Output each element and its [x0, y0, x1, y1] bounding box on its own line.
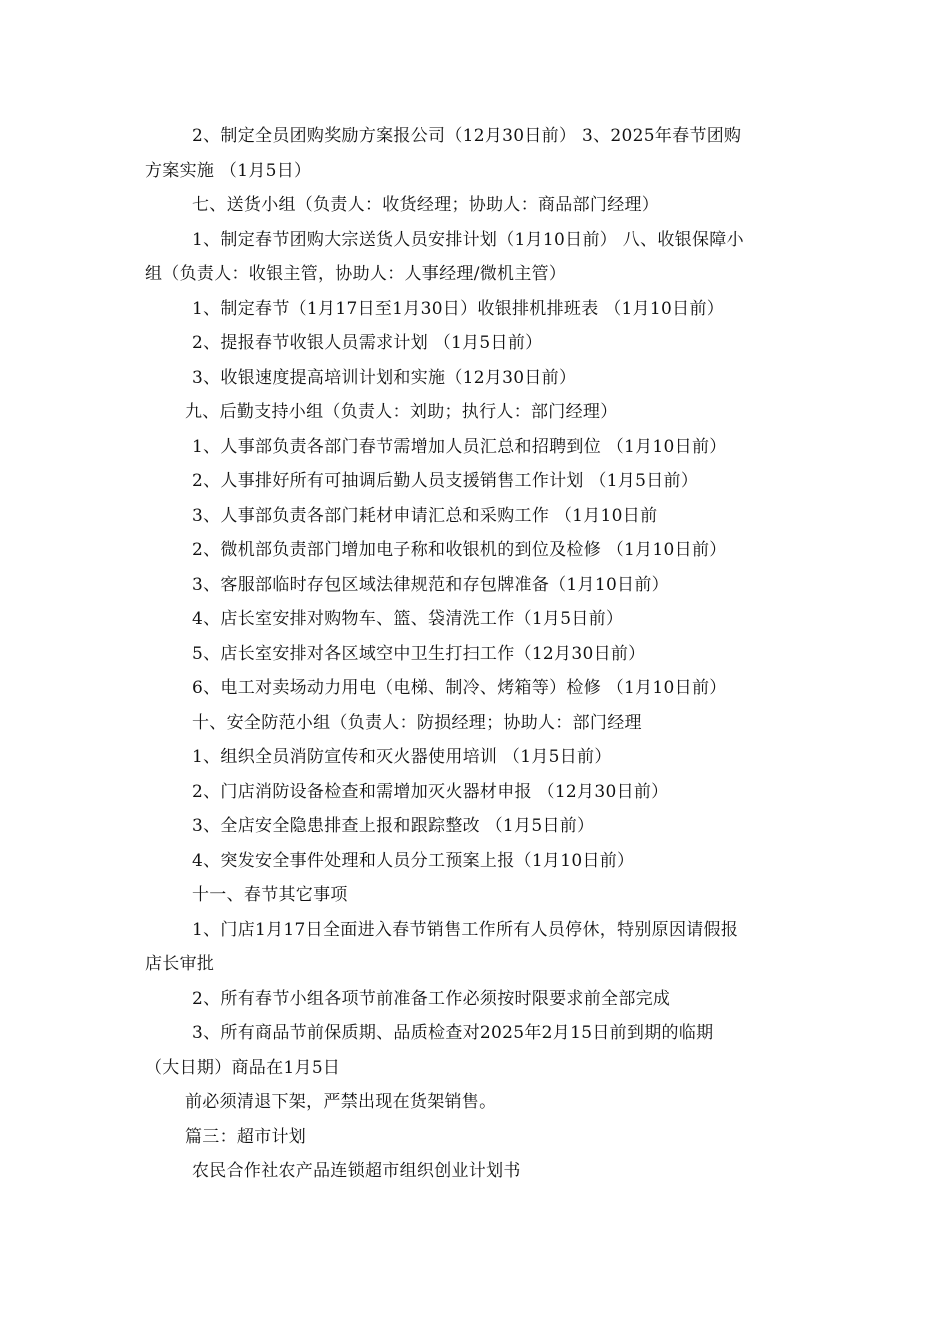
text-line: 方案实施 （1月5日） [145, 160, 312, 181]
section-heading: 十一、春节其它事项 [192, 885, 348, 905]
text-line: 前必须清退下架，严禁出现在货架销售。 [185, 1092, 497, 1112]
text-line: 店长审批 [145, 954, 215, 974]
text-line: 2、制定全员团购奖励方案报公司（12月30日前） 3、2025年春节团购 [192, 126, 742, 146]
text-line: 4、突发安全事件处理和人员分工预案上报（1月10日前） [192, 850, 635, 871]
text-line: 3、全店安全隐患排查上报和跟踪整改 （1月5日前） [192, 816, 595, 836]
text-line: 5、店长室安排对各区域空中卫生打扫工作（12月30日前） [192, 643, 646, 664]
text-line: （大日期）商品在1月5日 [145, 1057, 341, 1078]
text-line: 2、人事排好所有可抽调后勤人员支援销售工作计划 （1月5日前） [192, 471, 699, 491]
text-line: 2、提报春节收银人员需求计划 （1月5日前） [192, 333, 543, 353]
document-body [145, 119, 815, 1189]
text-line: 6、电工对卖场动力用电（电梯、制冷、烤箱等）检修 （1月10日前） [192, 678, 727, 698]
section-heading: 十、安全防范小组（负责人：防损经理；协助人：部门经理 [192, 712, 642, 733]
text-line: 3、人事部负责各部门耗材申请汇总和采购工作 （1月10日前 [192, 505, 658, 526]
text-line: 3、收银速度提高培训计划和实施（12月30日前） [192, 367, 577, 388]
text-line: 1、制定春节团购大宗送货人员安排计划（1月10日前） 八、收银保障小 [192, 229, 744, 250]
text-line: 3、所有商品节前保质期、品质检查对2025年2月15日前到期的临期 [192, 1023, 714, 1043]
section-heading: 九、后勤支持小组（负责人：刘助；执行人：部门经理） [185, 402, 618, 422]
section-heading: 七、送货小组（负责人：收货经理；协助人：商品部门经理） [192, 195, 660, 215]
text-line: 2、微机部负责部门增加电子称和收银机的到位及检修 （1月10日前） [192, 540, 727, 560]
text-line: 2、所有春节小组各项节前准备工作必须按时限要求前全部完成 [192, 988, 671, 1009]
text-line: 3、客服部临时存包区域法律规范和存包牌准备（1月10日前） [192, 574, 669, 595]
chapter-heading: 篇三：超市计划 [185, 1126, 307, 1147]
text-line: 1、组织全员消防宣传和灭火器使用培训 （1月5日前） [192, 747, 612, 767]
document-title: 农民合作社农产品连锁超市组织创业计划书 [192, 1161, 521, 1181]
text-line: 4、店长室安排对购物车、篮、袋清洗工作（1月5日前） [192, 609, 624, 629]
text-line: 1、人事部负责各部门春节需增加人员汇总和招聘到位 （1月10日前） [192, 436, 727, 457]
text-line: 组（负责人：收银主管，协助人：人事经理/微机主管） [145, 264, 567, 284]
text-line: 1、门店1月17日全面进入春节销售工作所有人员停休，特别原因请假报 [192, 919, 739, 940]
text-line: 2、门店消防设备检查和需增加灭火器材申报 （12月30日前） [192, 781, 669, 802]
text-line: 1、制定春节（1月17日至1月30日）收银排机排班表 （1月10日前） [192, 298, 725, 319]
